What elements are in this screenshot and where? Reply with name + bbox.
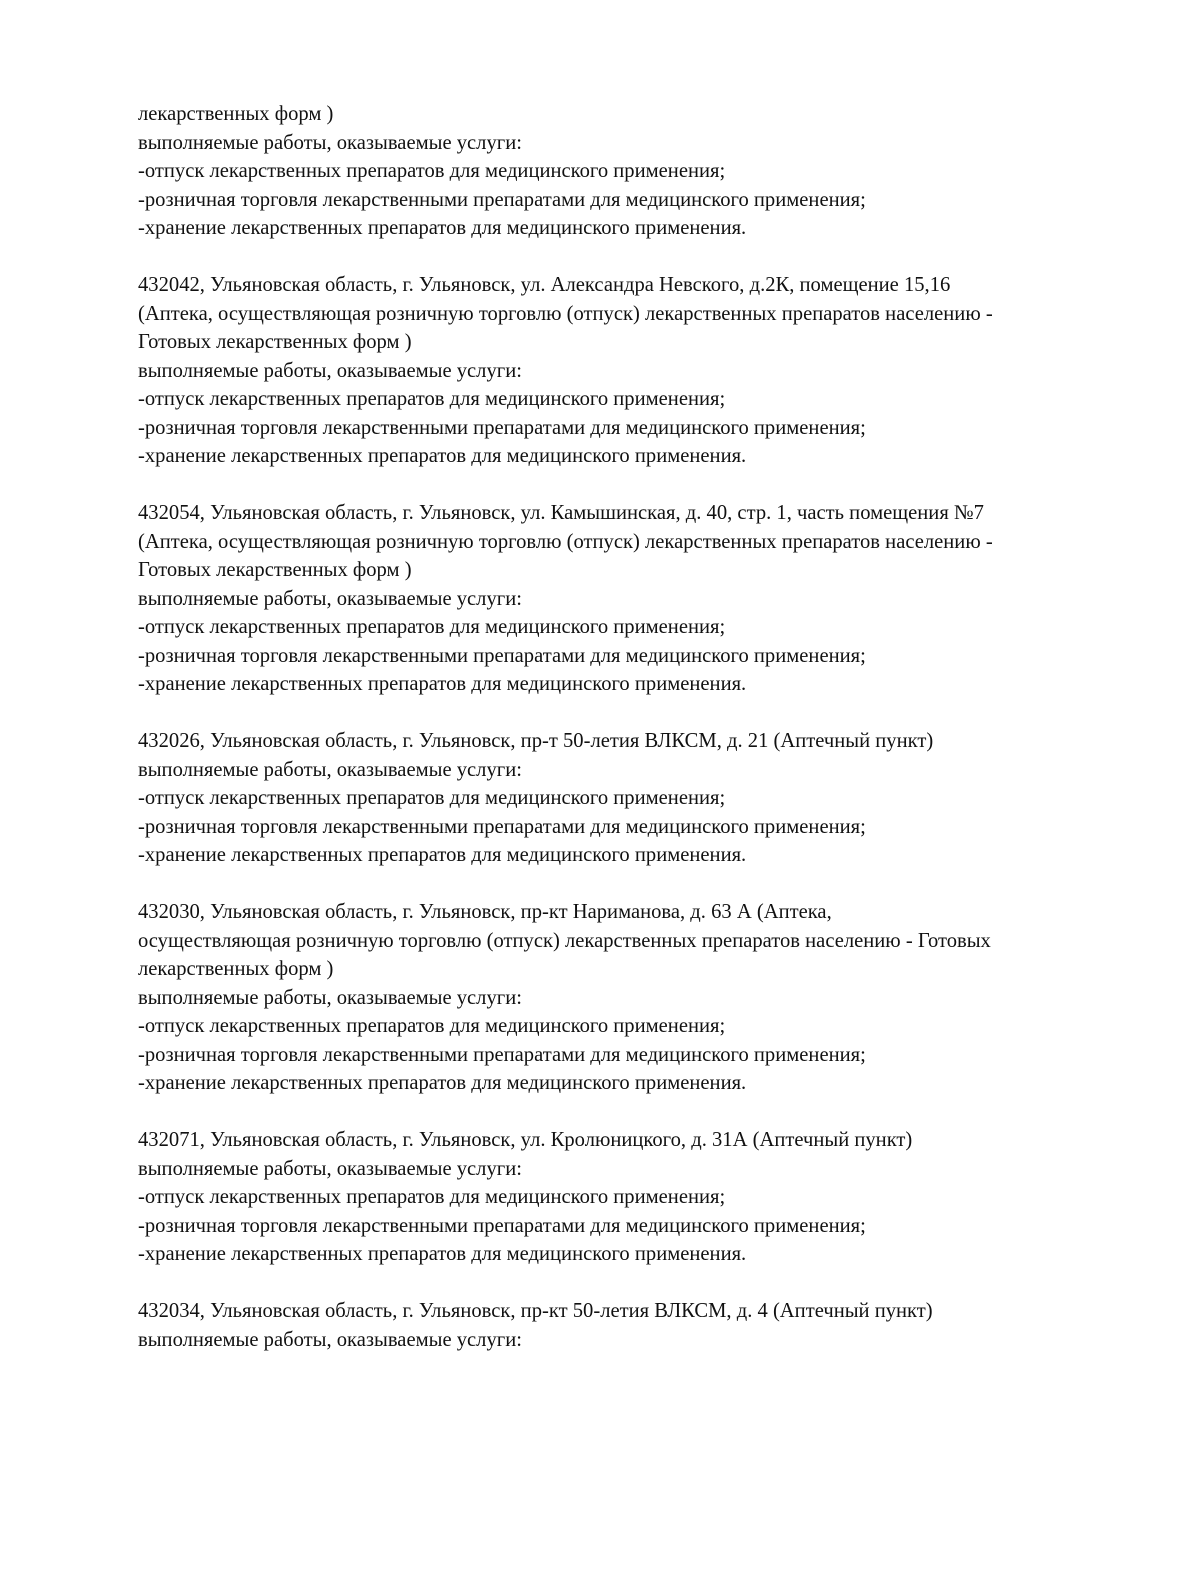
service-item: -хранение лекарственных препаратов для медицинского применения. [138,445,747,467]
services-heading: выполняемые работы, оказываемые услуги: [138,758,522,781]
address-line: (Аптека, осуществляющая розничную торговлю (отпуск) лекарственных препаратов населению - [138,302,993,325]
pharmacy-entry [138,898,1138,1098]
address-line: 432026, Ульяновская область, г. Ульяновск, пр-т 50-летия ВЛКСМ, д. 21 (Аптечный пункт) [138,730,934,752]
paragraph-gap [138,1269,1138,1298]
services-heading: выполняемые работы, оказываемые услуги: [138,1157,522,1180]
pharmacy-entry [138,499,1138,699]
address-line: (Аптека, осуществляющая розничную торговлю (отпуск) лекарственных препаратов населению - [138,530,993,553]
address-line: осуществляющая розничную торговлю (отпуск) лекарственных препаратов населению - Готовых [138,929,991,952]
address-line: лекарственных форм ) [138,958,334,980]
address-line: 432034, Ульяновская область, г. Ульяновск, пр-кт 50-летия ВЛКСМ, д. 4 (Аптечный пункт) [138,1300,933,1322]
document-body [138,100,1138,1354]
service-item: -розничная торговля лекарственными препаратами для медицинского применения; [138,1043,866,1066]
service-item: -розничная торговля лекарственными препаратами для медицинского применения; [138,815,866,838]
service-item: -хранение лекарственных препаратов для медицинского применения. [138,844,747,866]
services-heading: выполняемые работы, оказываемые услуги: [138,1328,522,1351]
pharmacy-entry [138,271,1138,471]
service-item: -розничная торговля лекарственными препаратами для медицинского применения; [138,644,866,667]
services-heading: выполняемые работы, оказываемые услуги: [138,587,522,610]
paragraph-gap [138,870,1138,899]
service-item: -хранение лекарственных препаратов для медицинского применения. [138,1243,747,1265]
address-line: 432030, Ульяновская область, г. Ульяновск, пр-кт Нариманова, д. 63 А (Аптека, [138,901,832,923]
service-item: -отпуск лекарственных препаратов для медицинского применения; [138,787,726,809]
service-item: -отпуск лекарственных препаратов для медицинского применения; [138,1015,726,1037]
text-line: лекарственных форм ) [138,103,334,125]
paragraph-gap [138,471,1138,500]
pharmacy-entry [138,1297,1138,1354]
service-item: -отпуск лекарственных препаратов для медицинского применения; [138,616,726,638]
service-item: -хранение лекарственных препаратов для медицинского применения. [138,217,747,239]
address-line: 432054, Ульяновская область, г. Ульяновск, ул. Камышинская, д. 40, стр. 1, часть помещения №7 [138,502,984,524]
paragraph-gap [138,699,1138,728]
service-item: -отпуск лекарственных препаратов для медицинского применения; [138,160,726,182]
service-item: -розничная торговля лекарственными препаратами для медицинского применения; [138,188,866,211]
service-item: -отпуск лекарственных препаратов для медицинского применения; [138,1186,726,1208]
pharmacy-entry [138,727,1138,870]
address-line: Готовых лекарственных форм ) [138,331,412,353]
services-heading: выполняемые работы, оказываемые услуги: [138,986,522,1009]
address-line: 432071, Ульяновская область, г. Ульяновск, ул. Кролюницкого, д. 31А (Аптечный пункт) [138,1129,913,1151]
address-line: Готовых лекарственных форм ) [138,559,412,581]
service-item: -хранение лекарственных препаратов для медицинского применения. [138,1072,747,1094]
service-item: -розничная торговля лекарственными препаратами для медицинского применения; [138,416,866,439]
services-heading: выполняемые работы, оказываемые услуги: [138,131,522,154]
paragraph-gap [138,243,1138,272]
continuation-block [138,100,1138,243]
services-heading: выполняемые работы, оказываемые услуги: [138,359,522,382]
pharmacy-entry [138,1126,1138,1269]
service-item: -розничная торговля лекарственными препаратами для медицинского применения; [138,1214,866,1237]
address-line: 432042, Ульяновская область, г. Ульяновск, ул. Александра Невского, д.2К, помещение 15,16 [138,274,951,296]
service-item: -хранение лекарственных препаратов для медицинского применения. [138,673,747,695]
paragraph-gap [138,1098,1138,1127]
service-item: -отпуск лекарственных препаратов для медицинского применения; [138,388,726,410]
